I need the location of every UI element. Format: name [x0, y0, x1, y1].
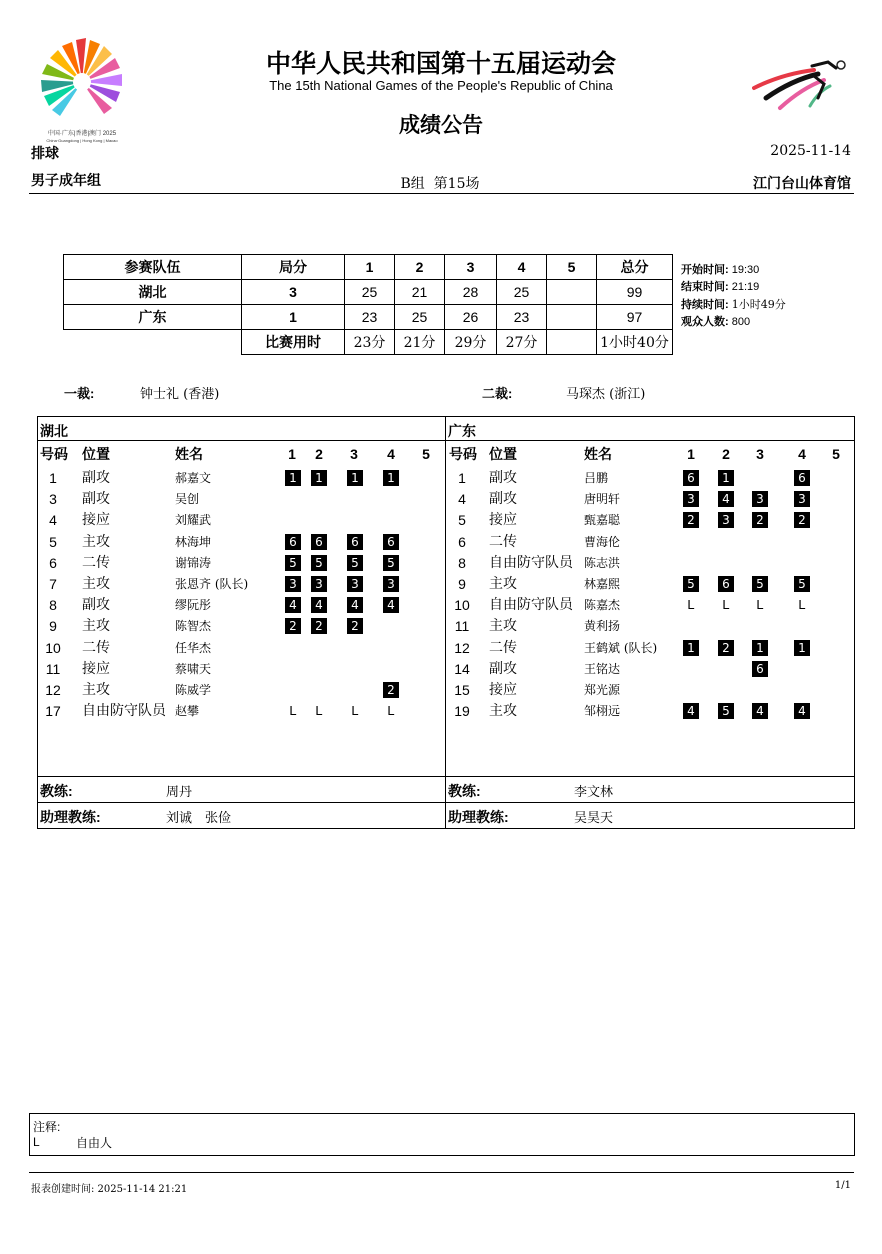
set-1-header: 1 — [345, 255, 395, 280]
player-position: 主攻 — [82, 618, 110, 635]
player-number: 8 — [458, 554, 466, 571]
rotation-badge: 3 — [752, 491, 768, 507]
player-row — [449, 574, 854, 595]
player-row — [449, 468, 854, 489]
player-name: 王鹤斌 (队长) — [584, 640, 658, 655]
player-position: 自由防守队员 — [489, 554, 573, 571]
rotation-badge: 5 — [683, 576, 699, 592]
rotation-badge: 4 — [383, 597, 399, 613]
rotation-badge: 6 — [311, 534, 327, 550]
set-score: 21 — [395, 280, 445, 305]
rotation-badge: 3 — [347, 576, 363, 592]
player-name: 吴创 — [175, 492, 200, 507]
player-name: 王铭达 — [584, 661, 621, 676]
start-time: 19:30 — [731, 264, 760, 276]
player-name: 陈嘉杰 — [584, 598, 621, 613]
set-duration: 23分 — [345, 330, 395, 355]
rotation-badge: 4 — [347, 597, 363, 613]
away-coach-label: 教练: — [448, 783, 481, 799]
rotation-badge: 3 — [794, 491, 810, 507]
notes-meaning: 自由人 — [76, 1136, 113, 1150]
player-position: 二传 — [82, 639, 110, 656]
player-name: 邹栩远 — [584, 704, 621, 719]
player-name: 蔡啸天 — [175, 661, 212, 676]
set-4-header: 4 — [387, 446, 395, 462]
player-position: 主攻 — [489, 576, 517, 592]
player-name: 陈志洪 — [584, 555, 621, 570]
duration-time: 1小时49分 — [731, 298, 786, 311]
player-position: 接应 — [489, 512, 517, 529]
player-row — [40, 659, 445, 680]
set-score — [547, 280, 597, 305]
duration-row — [64, 330, 673, 355]
set-2-header: 2 — [395, 255, 445, 280]
player-name: 刘耀武 — [175, 513, 212, 528]
set-score: 23 — [345, 305, 395, 330]
games-logo — [30, 30, 134, 143]
total-points: 99 — [597, 280, 673, 305]
player-name: 郝嘉文 — [175, 471, 212, 485]
rotation-badge: 4 — [311, 597, 327, 613]
duration-label: 比赛用时 — [242, 330, 345, 355]
player-number: 14 — [454, 660, 470, 677]
player-position: 主攻 — [489, 618, 517, 635]
sets-won: 3 — [242, 280, 345, 305]
rotation-badge: 6 — [683, 470, 699, 486]
venue-name: 江门台山体育馆 — [753, 175, 851, 191]
rotation-badge: 6 — [347, 534, 363, 550]
player-position: 自由防守队员 — [82, 703, 166, 720]
home-roster-header — [40, 444, 445, 465]
notes-box — [29, 1113, 855, 1156]
player-number: 17 — [45, 703, 61, 720]
player-row — [40, 574, 445, 595]
rotation-badge: 6 — [383, 534, 399, 550]
player-row — [40, 553, 445, 574]
set-duration: 29分 — [445, 330, 497, 355]
player-row — [40, 680, 445, 701]
player-position: 二传 — [489, 533, 517, 550]
total-duration: 1小时40分 — [597, 330, 673, 355]
libero-marker: L — [756, 597, 764, 613]
rotation-badge: 3 — [718, 512, 734, 528]
player-number: 12 — [454, 639, 470, 656]
player-number: 19 — [454, 703, 470, 720]
rotation-badge: 5 — [347, 555, 363, 571]
player-position: 副攻 — [82, 597, 110, 614]
event-name: 男子成年组 — [31, 172, 101, 188]
second-referee-label: 二裁: — [482, 386, 513, 401]
set-duration: 21分 — [395, 330, 445, 355]
rotation-badge: 2 — [752, 512, 768, 528]
set-5-header: 5 — [547, 255, 597, 280]
set-score: 25 — [345, 280, 395, 305]
set-score: 23 — [497, 305, 547, 330]
player-position: 副攻 — [82, 491, 110, 508]
player-name: 缪阮彤 — [175, 598, 212, 613]
games-title-cn: 中华人民共和国第十五届运动会 — [265, 50, 616, 78]
player-row — [40, 701, 445, 722]
libero-marker: L — [351, 703, 359, 719]
match-group: B组 第15场 — [400, 176, 480, 192]
player-row — [449, 595, 854, 616]
rotation-badge: 2 — [311, 618, 327, 634]
report-date: 2025-11-14 — [770, 143, 851, 159]
end-time: 21:19 — [731, 281, 760, 293]
player-number: 15 — [454, 682, 470, 698]
player-name: 曹海伦 — [584, 534, 621, 549]
rotation-badge: 2 — [718, 640, 734, 656]
player-number: 6 — [49, 554, 57, 571]
rotation-badge: 2 — [285, 618, 301, 634]
spectators-count: 800 — [731, 316, 751, 328]
set-3-header: 3 — [756, 446, 764, 462]
notes-symbol: L — [33, 1135, 40, 1149]
rotation-badge: 1 — [383, 470, 399, 486]
away-assistant-label: 助理教练: — [448, 809, 509, 825]
away-roster-header — [449, 444, 854, 465]
player-name: 郑光源 — [584, 683, 621, 697]
rotation-badge: 1 — [683, 640, 699, 656]
player-number: 3 — [49, 491, 57, 508]
player-position: 二传 — [489, 639, 517, 656]
player-number: 11 — [45, 660, 61, 677]
player-position: 接应 — [489, 682, 517, 698]
set-score: 25 — [497, 280, 547, 305]
player-position: 自由防守队员 — [489, 597, 573, 614]
player-name: 唐明轩 — [584, 492, 621, 507]
player-number: 9 — [49, 618, 57, 635]
home-team-title: 湖北 — [40, 423, 68, 439]
away-team-title: 广东 — [448, 423, 476, 439]
player-row — [40, 532, 445, 553]
player-number: 12 — [45, 682, 61, 698]
set-score: 28 — [445, 280, 497, 305]
home-coach-label: 教练: — [40, 783, 73, 799]
rotation-badge: 4 — [794, 703, 810, 719]
player-name: 谢锦涛 — [175, 555, 212, 570]
rotation-badge: 1 — [311, 470, 327, 486]
logo-caption: 中国·广东|香港|澳门 2025 — [47, 131, 117, 137]
rotation-badge: 3 — [683, 491, 699, 507]
rotation-badge: 6 — [752, 661, 768, 677]
team-name: 湖北 — [64, 280, 242, 305]
second-referee: 马琛杰 (浙江) — [566, 387, 646, 402]
rotation-badge: 6 — [794, 470, 810, 486]
set-duration: 27分 — [497, 330, 547, 355]
player-position: 接应 — [82, 660, 110, 677]
rotation-badge: 1 — [718, 470, 734, 486]
libero-marker: L — [687, 597, 695, 613]
set-5-header: 5 — [422, 446, 430, 462]
player-row — [449, 532, 854, 553]
player-row — [449, 638, 854, 659]
rotation-badge: 4 — [752, 703, 768, 719]
player-position: 副攻 — [489, 491, 517, 508]
set-duration — [547, 330, 597, 355]
player-name: 吕鹏 — [584, 471, 609, 485]
spectators-label: 观众人数: — [681, 316, 729, 328]
footer-divider — [29, 1172, 854, 1173]
notes-label: 注释: — [33, 1120, 61, 1134]
set-2-header: 2 — [722, 446, 730, 462]
home-assistant-label: 助理教练: — [40, 809, 101, 825]
position-header: 位置 — [489, 446, 517, 462]
set-2-header: 2 — [315, 446, 323, 462]
player-number: 7 — [49, 576, 57, 592]
set-1-header: 1 — [687, 446, 695, 462]
player-number: 5 — [49, 533, 57, 550]
player-number: 8 — [49, 597, 57, 614]
rotation-badge: 5 — [285, 555, 301, 571]
rotation-badge: 2 — [683, 512, 699, 528]
duration-time-label: 持续时间: — [681, 299, 729, 311]
name-header: 姓名 — [175, 446, 203, 462]
rotation-badge: 5 — [383, 555, 399, 571]
number-header: 号码 — [449, 446, 477, 462]
total-points: 97 — [597, 305, 673, 330]
player-position: 主攻 — [82, 533, 110, 550]
set-score: 26 — [445, 305, 497, 330]
player-row — [449, 680, 854, 701]
rotation-badge: 1 — [285, 470, 301, 486]
roster-staff-divider — [37, 776, 855, 777]
rotation-badge: 5 — [794, 576, 810, 592]
player-position: 二传 — [82, 554, 110, 571]
player-name: 陈威学 — [175, 683, 212, 697]
first-referee-label: 一裁: — [64, 386, 95, 401]
volleyball-player-icon — [752, 58, 852, 114]
player-name: 林海坤 — [175, 534, 212, 549]
rotation-badge: 1 — [347, 470, 363, 486]
set-3-header: 3 — [350, 446, 358, 462]
page-number: 1/1 — [834, 1180, 851, 1191]
player-row — [449, 701, 854, 722]
player-name: 赵攀 — [175, 704, 200, 719]
rotation-badge: 2 — [383, 682, 399, 698]
set-5-header: 5 — [832, 446, 840, 462]
player-position: 接应 — [82, 512, 110, 529]
col-team-header: 参赛队伍 — [64, 255, 242, 280]
player-position: 副攻 — [82, 470, 110, 486]
player-name: 陈智杰 — [175, 619, 212, 634]
rotation-badge: 3 — [383, 576, 399, 592]
rotation-badge: 1 — [752, 640, 768, 656]
name-header: 姓名 — [584, 446, 612, 462]
start-time-label: 开始时间: — [681, 264, 729, 276]
player-number: 10 — [454, 597, 470, 614]
set-3-header: 3 — [445, 255, 497, 280]
player-row — [449, 510, 854, 531]
player-position: 主攻 — [82, 682, 110, 698]
rotation-badge: 6 — [285, 534, 301, 550]
set-4-header: 4 — [798, 446, 806, 462]
player-number: 10 — [45, 639, 61, 656]
player-row — [40, 616, 445, 637]
games-title-en: The 15th National Games of the People's Republic of China — [269, 78, 613, 93]
set-4-header: 4 — [497, 255, 547, 280]
player-number: 6 — [458, 533, 466, 550]
player-row — [40, 468, 445, 489]
player-name: 林嘉熙 — [584, 577, 621, 591]
player-row — [40, 510, 445, 531]
player-row — [40, 595, 445, 616]
rotation-badge: 1 — [794, 640, 810, 656]
player-position: 主攻 — [82, 576, 110, 592]
end-time-label: 结束时间: — [681, 281, 729, 293]
roster-center-divider — [445, 416, 446, 829]
libero-marker: L — [315, 703, 323, 719]
rotation-badge: 3 — [285, 576, 301, 592]
report-created-time: 报表创建时间: 2025-11-14 21:21 — [31, 1184, 188, 1195]
player-number: 4 — [458, 491, 466, 508]
team-score-row — [64, 305, 673, 330]
rotation-badge: 5 — [718, 703, 734, 719]
player-row — [449, 489, 854, 510]
player-position: 副攻 — [489, 660, 517, 677]
roster-assistant-divider — [37, 802, 855, 803]
set-1-header: 1 — [288, 446, 296, 462]
set-score — [547, 305, 597, 330]
team-score-row — [64, 280, 673, 305]
player-number: 5 — [458, 512, 466, 529]
player-row — [449, 616, 854, 637]
player-number: 1 — [49, 470, 57, 486]
player-row — [449, 659, 854, 680]
rotation-badge: 5 — [311, 555, 327, 571]
set-score: 25 — [395, 305, 445, 330]
home-coach: 周丹 — [166, 785, 193, 800]
volleyball-pictogram — [752, 58, 852, 114]
match-info — [681, 262, 786, 331]
player-row — [40, 489, 445, 510]
games-emblem-icon — [30, 30, 134, 130]
col-sets-header: 局分 — [242, 255, 345, 280]
rotation-badge: 4 — [285, 597, 301, 613]
rotation-badge: 3 — [311, 576, 327, 592]
rotation-badge: 5 — [752, 576, 768, 592]
sport-name: 排球 — [31, 145, 59, 161]
libero-marker: L — [798, 597, 806, 613]
position-header: 位置 — [82, 446, 110, 462]
rotation-badge: 2 — [794, 512, 810, 528]
first-referee: 钟士礼 (香港) — [140, 387, 220, 402]
header-divider — [29, 193, 854, 194]
sets-won: 1 — [242, 305, 345, 330]
player-row — [449, 553, 854, 574]
player-number: 1 — [458, 470, 466, 486]
rotation-badge: 6 — [718, 576, 734, 592]
libero-marker: L — [722, 597, 730, 613]
player-row — [40, 638, 445, 659]
rotation-badge: 4 — [683, 703, 699, 719]
report-title: 成绩公告 — [399, 114, 483, 137]
player-position: 主攻 — [489, 703, 517, 720]
roster-team-divider — [37, 440, 855, 441]
player-number: 11 — [454, 618, 470, 635]
away-coach: 李文林 — [574, 785, 614, 800]
libero-marker: L — [289, 703, 297, 719]
rotation-badge: 4 — [718, 491, 734, 507]
player-position: 副攻 — [489, 470, 517, 486]
player-name: 黄利扬 — [584, 619, 621, 634]
col-total-header: 总分 — [597, 255, 673, 280]
rotation-badge: 2 — [347, 618, 363, 634]
player-number: 4 — [49, 512, 57, 529]
team-name: 广东 — [64, 305, 242, 330]
home-assistant: 刘诚 张俭 — [166, 811, 232, 826]
player-name: 张恩齐 (队长) — [175, 577, 249, 591]
logo-caption-en: China·Guangdong | Hong Kong | Macao — [46, 138, 118, 143]
player-name: 甄嘉聪 — [584, 513, 621, 528]
number-header: 号码 — [40, 446, 68, 462]
score-table — [63, 254, 673, 355]
player-name: 任华杰 — [175, 640, 212, 655]
libero-marker: L — [387, 703, 395, 719]
away-assistant: 吴昊天 — [574, 811, 614, 826]
player-number: 9 — [458, 576, 466, 592]
